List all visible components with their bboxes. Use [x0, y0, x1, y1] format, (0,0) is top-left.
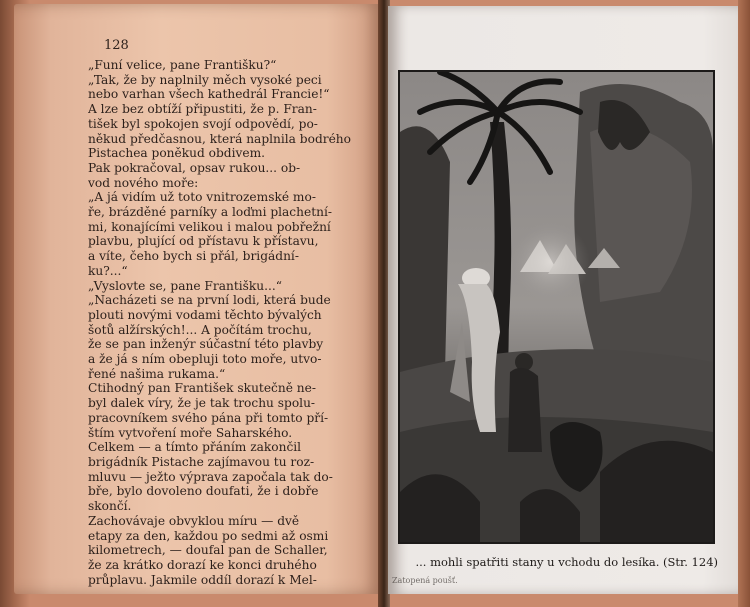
text-line: ře, brázděné parníky a loďmi plachetní-	[88, 205, 332, 220]
text-line: šotů alžírských!... A počítám trochu,	[88, 322, 312, 337]
text-line: skončí.	[88, 499, 132, 514]
text-line: Ctihodný pan František skutečně ne-	[88, 381, 316, 396]
text-line: etapy za den, každou po sedmi až osmi	[88, 528, 329, 543]
text-line: Pistachea poněkud obdivem.	[88, 146, 266, 161]
footer-note: Zatopená poušť.	[392, 576, 458, 585]
page-text	[88, 58, 364, 587]
text-line: pracovníkem svého pána při tomto pří-	[88, 410, 329, 425]
text-line: brigádník Pistache zajímavou tu roz-	[88, 454, 315, 469]
text-line: „Funí velice, pane Františku?“	[88, 58, 277, 72]
text-line: že se pan inženýr súčastní této plavby	[88, 337, 324, 352]
text-line: „A já vidím už toto vnitrozemské mo-	[88, 190, 316, 205]
text-line: Pak pokračoval, opsav rukou... ob-	[88, 160, 301, 175]
text-line: plouti novými vodami těchto bývalých	[88, 307, 322, 322]
text-line: „Tak, že by naplnily měch vysoké peci	[88, 72, 322, 87]
page-number: 128	[104, 38, 129, 53]
forest-illustration	[398, 70, 715, 544]
text-line: A lze bez obtíží připustiti, že p. Fran-	[88, 102, 317, 117]
text-line: řené našima rukama.“	[88, 366, 226, 381]
text-line: „Nacházeti se na první lodi, která bude	[88, 293, 331, 308]
text-line: mluvu — ježto výprava započala tak do-	[88, 469, 333, 484]
text-line: mi, konajícími velikou i malou pobřežní	[88, 219, 331, 234]
text-line: „Vyslovte se, pane Františku...“	[88, 278, 282, 293]
text-line: a že já s ním obepluji toto moře, utvo-	[88, 352, 322, 367]
text-line: a víte, čeho bych si přál, brigádní-	[88, 249, 299, 264]
text-line: bře, bylo dovoleno doufati, že i dobře	[88, 484, 319, 499]
text-line: plavbu, plující od přístavu k přístavu,	[88, 234, 319, 249]
text-line: někud předčasnou, která naplnila bodrého	[88, 131, 351, 146]
text-line: štím vytvoření moře Saharského.	[88, 425, 293, 440]
text-line: tišek byl spokojen svojí odpovědí, po-	[88, 116, 318, 131]
book-edge	[738, 0, 750, 607]
illustration-caption: ... mohli spatřiti stany u vchodu do lesíka. (Str. 124)	[415, 555, 718, 569]
text-line: byl dalek víry, že je tak trochu spolu-	[88, 396, 316, 411]
text-line: Celkem — a tímto přáním zakončil	[88, 440, 302, 455]
text-line: průplavu. Jakmile oddíl dorazí k Mel-	[88, 572, 317, 587]
text-line: ku?...“	[88, 263, 128, 278]
text-line: že za krátko dorazí ke konci druhého	[88, 557, 317, 572]
text-line: Zachovávaje obvyklou míru — dvě	[88, 513, 300, 528]
illustration-artwork	[400, 72, 713, 542]
text-line: kilometrech, — doufal pan de Schaller,	[88, 543, 328, 558]
text-line: nebo varhan všech kathedrál Francie!“	[88, 87, 330, 102]
text-line: vod nového moře:	[88, 175, 199, 190]
